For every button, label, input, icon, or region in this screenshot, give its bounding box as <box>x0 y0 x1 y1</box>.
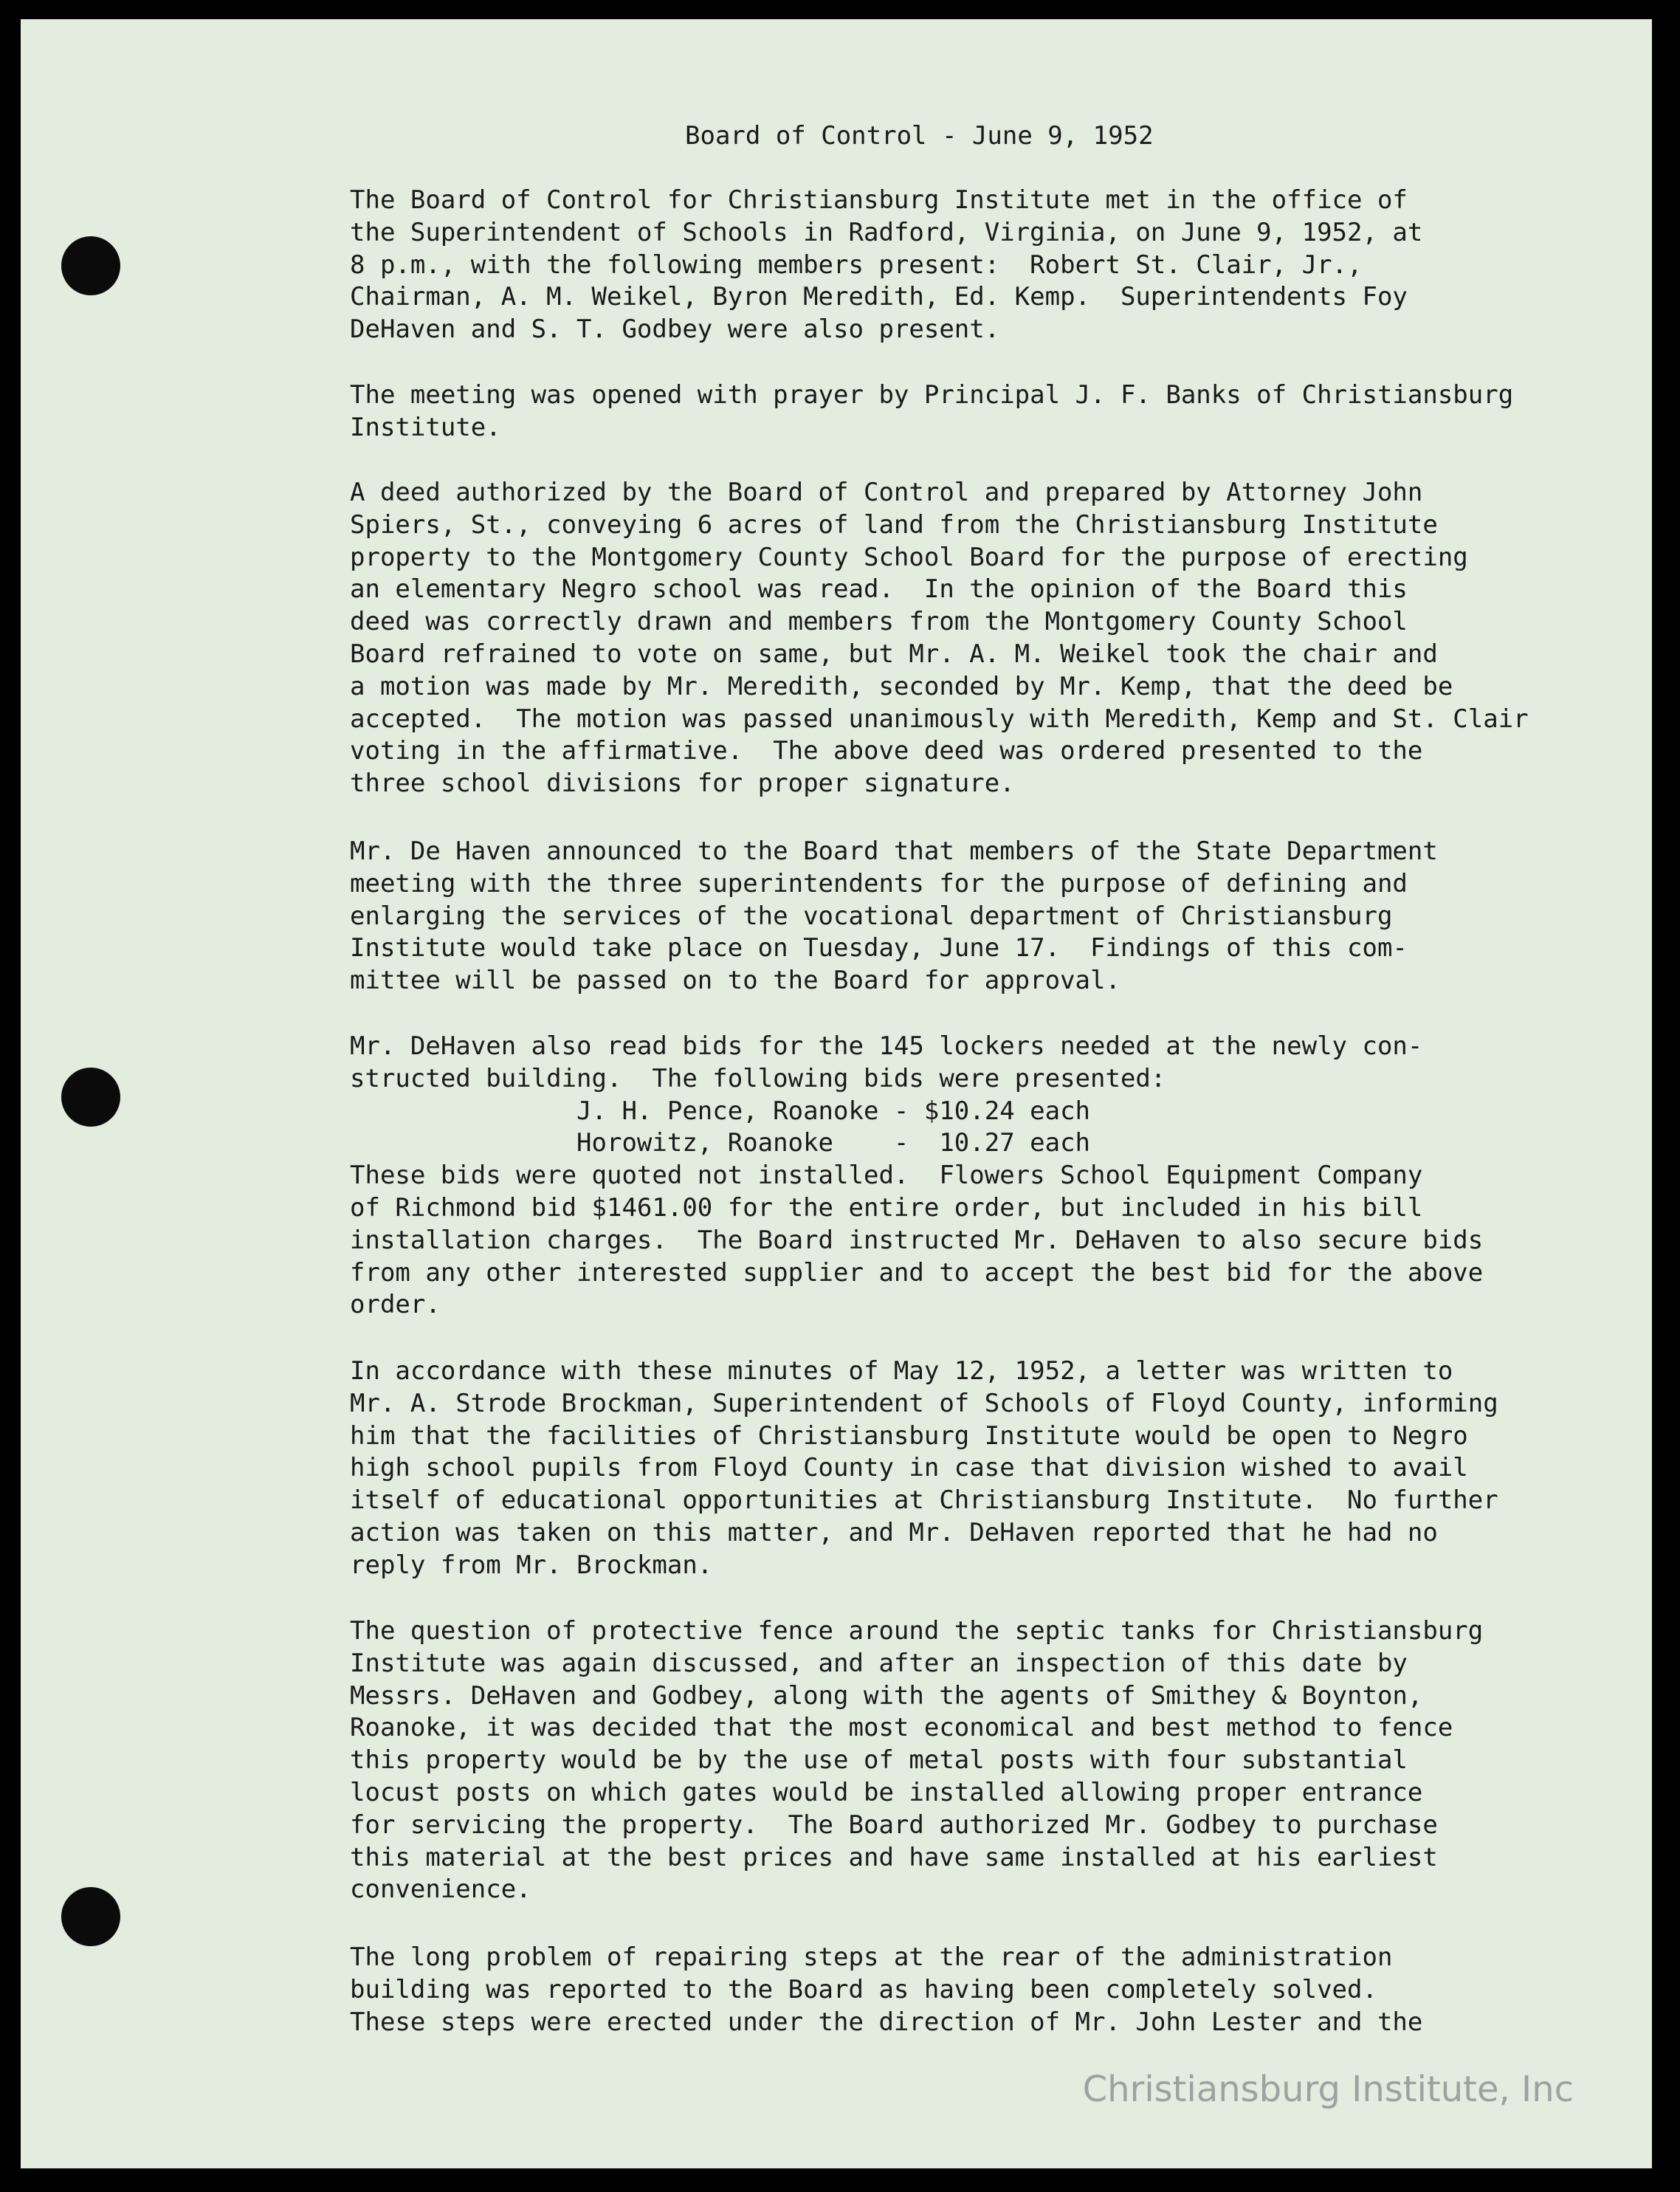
punch-hole-middle <box>61 1068 120 1127</box>
text-line: from any other interested supplier and to accept the best bid for the above <box>350 1257 1484 1288</box>
text-line: convenience. <box>350 1875 531 1905</box>
text-line: voting in the affirmative. The above deed was ordered presented to the <box>350 736 1423 766</box>
paragraph-meeting-attendance <box>350 185 1422 346</box>
text-line: high school pupils from Floyd County in case that division wished to avail <box>350 1453 1468 1483</box>
paragraph-locker-bids <box>350 1031 1483 1322</box>
text-line: In accordance with these minutes of May 12, 1952, a letter was written to <box>350 1356 1453 1386</box>
text-line: Spiers, St., conveying 6 acres of land from the Christiansburg Institute <box>350 509 1438 540</box>
text-line: a motion was made by Mr. Meredith, seconded by Mr. Kemp, that the deed be <box>350 671 1453 701</box>
text-line: 8 p.m., with the following members present: Robert St. Clair, Jr., <box>350 250 1363 280</box>
text-line: mittee will be passed on to the Board for approval. <box>350 966 1120 996</box>
text-line: Mr. De Haven announced to the Board that members of the State Department <box>350 836 1438 866</box>
text-line: The meeting was opened with prayer by Principal J. F. Banks of Christiansburg <box>350 380 1514 410</box>
text-line: Institute was again discussed, and after an inspection of this date by <box>350 1648 1408 1678</box>
text-line: The Board of Control for Christiansburg Institute met in the office of <box>350 185 1408 215</box>
text-line: for servicing the property. The Board authorized Mr. Godbey to purchase <box>350 1810 1438 1840</box>
text-line: DeHaven and S. T. Godbey were also present. <box>350 315 1000 345</box>
text-line: property to the Montgomery County School Board for the purpose of erecting <box>350 542 1468 572</box>
text-line: enlarging the services of the vocational department of Christiansburg <box>350 901 1393 931</box>
paper-page <box>21 19 1652 2168</box>
text-line: of Richmond bid $1461.00 for the entire order, but included in his bill <box>350 1192 1423 1223</box>
paragraph-septic-fence <box>350 1615 1483 1906</box>
text-line: the Superintendent of Schools in Radford, Virginia, on June 9, 1952, at <box>350 217 1423 247</box>
bid-line: Horowitz, Roanoke - 10.27 each <box>350 1128 1091 1158</box>
text-line: The long problem of repairing steps at the rear of the administration <box>350 1942 1393 1972</box>
text-line: structed building. The following bids were presented: <box>350 1063 1166 1093</box>
text-line: an elementary Negro school was read. In the opinion of the Board this <box>350 574 1408 605</box>
paragraph-deed <box>350 477 1529 800</box>
text-line: Board refrained to vote on same, but Mr. A. M. Weikel took the chair and <box>350 639 1438 669</box>
text-line: action was taken on this matter, and Mr. DeHaven reported that he had no <box>350 1517 1438 1547</box>
paragraph-steps-repair <box>350 1942 1422 2038</box>
text-line: installation charges. The Board instructed Mr. DeHaven to also secure bids <box>350 1225 1484 1255</box>
text-line: locust posts on which gates would be installed allowing proper entrance <box>350 1777 1423 1807</box>
text-line: building was reported to the Board as having been completely solved. <box>350 1974 1377 2004</box>
text-line: this material at the best prices and have same installed at his earliest <box>350 1842 1438 1872</box>
text-line: These steps were erected under the direction of Mr. John Lester and the <box>350 2007 1423 2037</box>
watermark: Christiansburg Institute, Inc <box>1082 2069 1574 2110</box>
text-line: Messrs. DeHaven and Godbey, along with the agents of Smithey & Boynton, <box>350 1680 1423 1711</box>
text-line: The question of protective fence around the septic tanks for Christiansburg <box>350 1616 1484 1646</box>
text-line: itself of educational opportunities at Christiansburg Institute. No further <box>350 1485 1498 1516</box>
text-line: Mr. DeHaven also read bids for the 145 lockers needed at the newly con- <box>350 1031 1423 1061</box>
text-line: A deed authorized by the Board of Control and prepared by Attorney John <box>350 478 1423 507</box>
text-line: deed was correctly drawn and members from the Montgomery County School <box>350 607 1408 637</box>
text-line: three school divisions for proper signature. <box>350 769 1015 799</box>
text-line: reply from Mr. Brockman. <box>350 1550 713 1580</box>
text-line: Institute would take place on Tuesday, June 17. Findings of this com- <box>350 933 1408 963</box>
text-line: meeting with the three superintendents for the purpose of defining and <box>350 868 1408 899</box>
text-line: accepted. The motion was passed unanimously with Meredith, Kemp and St. Clair <box>350 704 1529 734</box>
text-line: These bids were quoted not installed. Flowers School Equipment Company <box>350 1161 1423 1191</box>
punch-hole-top <box>61 236 120 295</box>
paragraph-vocational-meeting <box>350 836 1438 997</box>
paragraph-opening-prayer <box>350 379 1513 444</box>
text-line: Chairman, A. M. Weikel, Byron Meredith, Ed. Kemp. Superintendents Foy <box>350 282 1408 312</box>
text-line: Roanoke, it was decided that the most economical and best method to fence <box>350 1713 1453 1743</box>
text-line: him that the facilities of Christiansburg Institute would be open to Negro <box>350 1420 1468 1451</box>
text-line: Mr. A. Strode Brockman, Superintendent of Schools of Floyd County, informing <box>350 1388 1498 1418</box>
text-line: this property would be by the use of metal posts with four substantial <box>350 1745 1408 1776</box>
paragraph-floyd-county <box>350 1356 1498 1582</box>
text-line: Institute. <box>350 412 501 442</box>
punch-hole-bottom <box>61 1887 120 1946</box>
text-line: order. <box>350 1290 441 1320</box>
bid-line: J. H. Pence, Roanoke - $10.24 each <box>350 1096 1091 1126</box>
page-title: Board of Control - June 9, 1952 <box>685 121 1154 151</box>
